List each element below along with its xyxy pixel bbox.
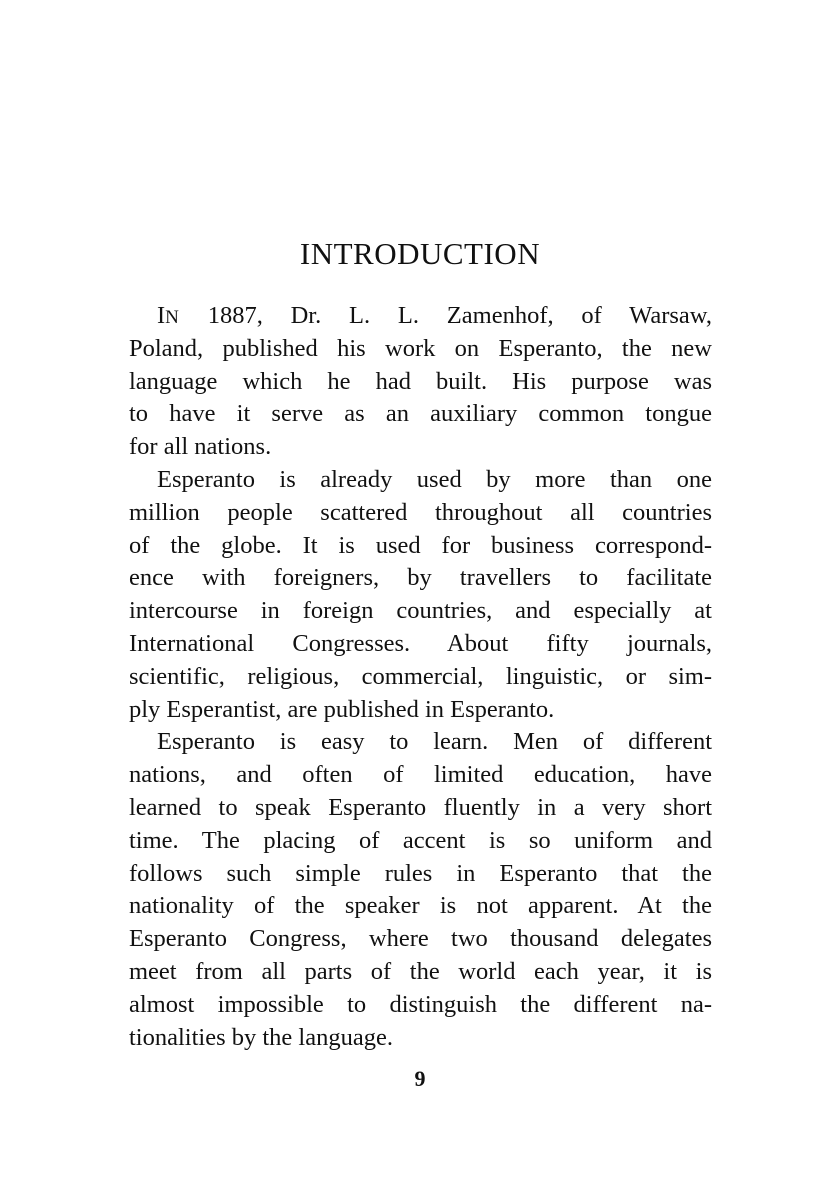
text-line: tionalities by the language. (129, 1023, 393, 1051)
small-caps: N (165, 307, 180, 328)
paragraph-2 (129, 464, 712, 726)
text-line: for all nations. (129, 433, 272, 461)
text-line: International Congresses. About fifty journals, (129, 629, 712, 657)
text-line: almost impossible to distinguish the different na- (129, 990, 712, 1018)
text-line: learned to speak Esperanto fluently in a very short (129, 793, 712, 821)
text-line: language which he had built. His purpose was (129, 367, 712, 395)
text-line: of the globe. It is used for business correspond- (129, 531, 712, 559)
text-line: million people scattered throughout all countries (129, 498, 712, 526)
text-line: follows such simple rules in Esperanto that the (129, 859, 712, 887)
text-line: Esperanto is easy to learn. Men of different (157, 728, 712, 756)
text-line: Esperanto is already used by more than one (157, 465, 712, 493)
page-title: INTRODUCTION (299, 236, 541, 271)
text-line: Esperanto Congress, where two thousand delegates (129, 925, 712, 953)
paragraph-3 (129, 726, 712, 1054)
text-line: time. The placing of accent is so uniform and (129, 826, 712, 854)
text-line: to have it serve as an auxiliary common tongue (129, 400, 712, 428)
text-line: ply Esperantist, are published in Esperanto. (129, 695, 555, 723)
body-text (129, 300, 712, 1054)
text-line: nations, and often of limited education, have (129, 761, 712, 789)
page-number: 9 (414, 1066, 426, 1091)
text-line: IN 1887, Dr. L. L. Zamenhof, of Warsaw, (157, 302, 712, 329)
paragraph-1 (129, 300, 712, 464)
dropcap: I (157, 302, 166, 329)
text-line: ence with foreigners, by travellers to facilitate (129, 564, 712, 592)
text-line: Poland, published his work on Esperanto, the new (129, 334, 712, 362)
text-line: scientific, religious, commercial, linguistic, or sim- (129, 662, 712, 690)
text-line: nationality of the speaker is not apparent. At the (129, 892, 712, 920)
text-line: intercourse in foreign countries, and especially at (129, 597, 712, 625)
text-line: meet from all parts of the world each year, it is (129, 957, 712, 985)
